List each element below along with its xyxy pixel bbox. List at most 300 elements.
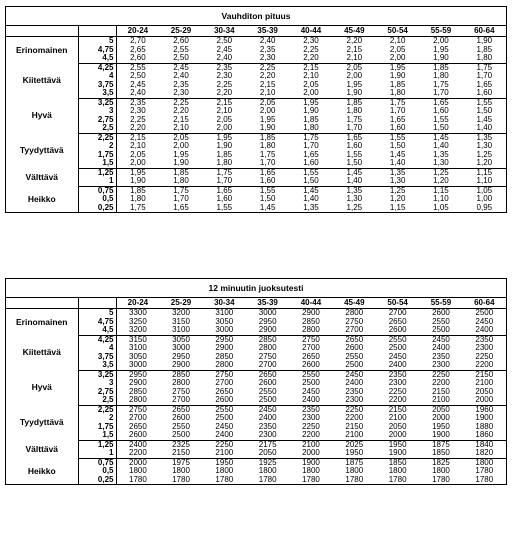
table-cell: 2,15 [173, 114, 189, 124]
table-cell: 0,95 [476, 202, 493, 212]
table-cell: 2,05 [130, 149, 146, 159]
table-cell: 1,75 [346, 114, 363, 124]
table-cell: 1,50 [476, 106, 493, 115]
table-cell: 1,80 [463, 54, 506, 63]
table-cell: 1,30 [376, 177, 419, 186]
table-cell: 2600 [258, 378, 277, 387]
table-row [6, 361, 506, 370]
table-cell: 1,95 [389, 62, 406, 72]
table-cell: 1,45 [303, 185, 319, 195]
table-cell: 2,55 [130, 62, 146, 72]
table-cell: 2,15 [303, 62, 319, 72]
table-row [6, 309, 506, 318]
table-cell: 2300 [475, 343, 494, 352]
table-cell: 2700 [302, 343, 320, 352]
table-cell: 2650 [258, 369, 277, 379]
table-cell: 2200 [289, 431, 332, 440]
table-cell: 3050 [129, 351, 147, 361]
table-cell: 1,85 [476, 44, 493, 54]
table-cell: 2550 [432, 316, 450, 326]
grade-score: 3,5 [78, 361, 116, 370]
table-cell: 1880 [475, 421, 494, 431]
table-cell: 1,30 [346, 194, 363, 203]
table-cell: 2,30 [159, 89, 202, 98]
table-cell: 1,75 [130, 202, 146, 212]
table-cell: 1,55 [433, 114, 449, 124]
grade-score: 2 [78, 142, 116, 151]
table-cell: 2,05 [216, 114, 233, 124]
table-cell: 1,70 [246, 159, 289, 168]
table-cell: 2,00 [259, 106, 276, 115]
age-header: 25-29 [159, 298, 202, 309]
table-cell: 2450 [215, 421, 234, 431]
table-cell: 2,15 [216, 97, 233, 107]
table-cell: 2650 [302, 351, 320, 361]
table-row [6, 177, 506, 186]
table-cell: 1780 [258, 474, 277, 484]
grade-score: 2,75 [78, 116, 116, 125]
table-cell: 2050 [432, 404, 450, 414]
grade-score: 1,75 [78, 423, 116, 432]
table-cell: 2800 [258, 343, 277, 352]
table-cell: 2450 [475, 316, 494, 326]
table-cell: 2150 [475, 369, 494, 379]
age-header: 60-64 [463, 298, 506, 309]
grade-score: 3 [78, 379, 116, 388]
age-header: 60-64 [463, 26, 506, 37]
table-cell: 2700 [159, 396, 202, 405]
table-cell: 3200 [116, 326, 159, 335]
table-cell: 1,45 [259, 202, 276, 212]
grade-score: 3,75 [78, 81, 116, 90]
table-cell: 3000 [203, 326, 246, 335]
table-cell: 1,55 [389, 132, 406, 142]
table-cell: 2450 [388, 351, 407, 361]
grade-label: Kiitettävä [6, 63, 78, 98]
table-cell: 2200 [432, 378, 450, 387]
age-header: 20-24 [116, 26, 159, 37]
table-row [6, 195, 506, 204]
table-cell: 2500 [388, 343, 407, 352]
table-cell: 2550 [172, 421, 190, 431]
table-cell: 1950 [432, 421, 450, 431]
table-cell: 1,80 [159, 177, 202, 186]
table-cell: 2000 [432, 413, 450, 422]
table-cell: 2400 [258, 413, 277, 422]
table-cell: 2,25 [259, 62, 276, 72]
table-row [6, 440, 506, 449]
table-cell: 2000 [463, 396, 506, 405]
table-cell: 1800 [258, 466, 277, 475]
table-cell: 2550 [302, 369, 320, 379]
table-cell: 2450 [345, 369, 364, 379]
table-cell: 2600 [203, 396, 246, 405]
table-cell: 1900 [475, 413, 494, 422]
table-cell: 1,70 [173, 194, 189, 203]
table-cell: 2750 [258, 351, 277, 361]
table-cell: 2,40 [259, 36, 276, 45]
age-header: 20-24 [116, 298, 159, 309]
grade-label: Heikko [6, 186, 78, 212]
table-cell: 1,90 [333, 89, 376, 98]
table-cell: 2600 [172, 413, 190, 422]
table-cell: 2,00 [203, 124, 246, 133]
table-cell: 1820 [463, 449, 506, 458]
table-cell: 2050 [475, 386, 494, 396]
table-row [6, 379, 506, 388]
table-row [6, 116, 506, 125]
table-row [6, 168, 506, 177]
table-cell: 1780 [129, 474, 147, 484]
table-cell: 2100 [333, 431, 376, 440]
grade-score: 2,5 [78, 124, 116, 133]
table-cell: 1,85 [346, 97, 363, 107]
table-cell: 1,80 [130, 194, 146, 203]
table-cell: 2,30 [246, 54, 289, 63]
table-cell: 2950 [215, 334, 234, 344]
table-cell: 1,90 [216, 141, 233, 150]
table-cell: 2650 [388, 316, 407, 326]
table-cell: 1950 [215, 457, 234, 467]
table-row [6, 133, 506, 142]
table-row [6, 151, 506, 160]
table-cell: 2300 [388, 378, 407, 387]
table-cell: 2350 [345, 386, 364, 396]
table-cell: 2,40 [203, 54, 246, 63]
table-cell: 2400 [432, 343, 450, 352]
table-cell: 2750 [345, 316, 364, 326]
age-header: 50-54 [376, 298, 419, 309]
table-cell: 2,15 [346, 44, 363, 54]
table-cell: 2400 [203, 431, 246, 440]
table-cell: 1780 [215, 474, 234, 484]
table-cell: 1,60 [463, 89, 506, 98]
table-cell: 1800 [475, 457, 494, 467]
grade-score: 1,25 [78, 168, 116, 177]
table-title: 12 minuutin juoksutesti [6, 279, 506, 298]
table-cell: 2350 [432, 351, 450, 361]
table-cell: 2,05 [303, 79, 319, 89]
grade-score: 4,25 [78, 63, 116, 72]
table-cell: 1,65 [216, 185, 233, 195]
table-row [6, 388, 506, 397]
grade-score: 0,5 [78, 467, 116, 476]
grade-score: 4 [78, 344, 116, 353]
table-cell: 2450 [258, 404, 277, 414]
table-cell: 1,20 [463, 159, 506, 168]
table-cell: 2200 [345, 413, 364, 422]
grade-score: 0,25 [78, 204, 116, 213]
table-cell: 2700 [388, 308, 407, 317]
table-cell: 2,70 [130, 36, 146, 45]
table-cell: 2,35 [173, 79, 189, 89]
table-cell: 2,00 [346, 71, 363, 80]
table-cell: 1,70 [476, 71, 493, 80]
table-row [6, 37, 506, 46]
grade-label: Tyydyttävä [6, 405, 78, 440]
table-cell: 2850 [302, 316, 320, 326]
grade-label: Tyydyttävä [6, 133, 78, 168]
table-row [6, 335, 506, 344]
table-cell: 1,95 [173, 149, 189, 159]
table-cell: 2,50 [216, 36, 233, 45]
table-row [6, 476, 506, 485]
table-cell: 2150 [432, 386, 450, 396]
table-cell: 2650 [215, 386, 234, 396]
table-cell: 2600 [432, 308, 450, 317]
grade-score: 3,5 [78, 89, 116, 98]
table-row [6, 423, 506, 432]
table-cell: 1,55 [303, 167, 319, 177]
table-cell: 2,35 [130, 97, 146, 107]
table-cell: 1,95 [303, 97, 319, 107]
table-cell: 1,90 [116, 177, 159, 186]
table-cell: 1800 [388, 466, 407, 475]
grade-label: Kiitettävä [6, 335, 78, 370]
table-cell: 2,55 [173, 44, 189, 54]
grade-score: 1,5 [78, 431, 116, 440]
table-cell: 1800 [432, 466, 450, 475]
table-cell: 1,70 [333, 124, 376, 133]
table-cell: 1960 [475, 404, 494, 414]
table-cell: 1,65 [259, 167, 276, 177]
table-cell: 3300 [129, 308, 147, 317]
table-cell: 1,85 [173, 167, 189, 177]
table-cell: 1,25 [346, 202, 363, 212]
table-cell: 2650 [129, 421, 147, 431]
grade-score: 3,25 [78, 370, 116, 379]
table-cell: 2750 [215, 369, 234, 379]
table-cell: 2500 [475, 308, 494, 317]
table-cell: 2,00 [289, 89, 332, 98]
table-cell: 2150 [159, 449, 202, 458]
grade-score: 4,75 [78, 318, 116, 327]
table-cell: 1800 [215, 466, 234, 475]
table-cell: 2950 [258, 316, 277, 326]
table-cell: 1780 [475, 474, 494, 484]
table-row [6, 414, 506, 423]
table-cell: 2500 [215, 413, 234, 422]
table-cell: 3050 [172, 334, 190, 344]
table-row [6, 318, 506, 327]
table-cell: 2,05 [389, 44, 406, 54]
table-cell: 1,55 [259, 185, 276, 195]
grade-score: 2 [78, 414, 116, 423]
grade-label: Erinomainen [6, 37, 78, 64]
table-cell: 1800 [345, 466, 364, 475]
table-grid [6, 279, 506, 484]
grade-score: 3,25 [78, 98, 116, 107]
header-blank [78, 26, 116, 37]
table-cell: 1,65 [389, 114, 406, 124]
table-cell: 3100 [129, 343, 147, 352]
table-cell: 1875 [345, 457, 364, 467]
age-header: 40-44 [289, 298, 332, 309]
table-cell: 3000 [258, 308, 277, 317]
table-cell: 3150 [172, 316, 190, 326]
table-cell: 1800 [172, 466, 190, 475]
table-cell: 2350 [388, 369, 407, 379]
table-title-row [6, 279, 506, 298]
table-cell: 2350 [302, 404, 320, 414]
table-cell: 1800 [302, 466, 320, 475]
table-cell: 2,25 [303, 44, 319, 54]
grade-score: 4 [78, 72, 116, 81]
table-cell: 2500 [302, 378, 320, 387]
table-cell: 1,60 [433, 106, 449, 115]
grade-score: 2,25 [78, 133, 116, 142]
table-cell: 2,20 [259, 71, 276, 80]
table-title: Vauhditon pituus [6, 7, 506, 26]
table-cell: 2200 [463, 361, 506, 370]
age-header: 55-59 [419, 298, 462, 309]
table-cell: 2550 [388, 334, 407, 344]
table-cell: 1,70 [303, 141, 319, 150]
table-cell: 1900 [302, 457, 320, 467]
header-blank [6, 26, 78, 37]
table-cell: 2,20 [289, 54, 332, 63]
table-cell: 1900 [376, 449, 419, 458]
table-cell: 1,70 [419, 89, 462, 98]
table-cell: 1,90 [389, 71, 406, 80]
table-cell: 2,20 [203, 89, 246, 98]
table-cell: 1,05 [433, 202, 449, 212]
table-cell: 1,20 [419, 177, 462, 186]
table-cell: 1,95 [433, 44, 449, 54]
table-cell: 1,90 [419, 54, 462, 63]
table-cell: 2,25 [173, 97, 189, 107]
table-cell: 3100 [159, 326, 202, 335]
table-cell: 3000 [116, 361, 159, 370]
twelve-minute-run-table [5, 278, 507, 485]
table-cell: 1,40 [433, 141, 449, 150]
age-header: 30-34 [203, 298, 246, 309]
table-cell: 2200 [116, 449, 159, 458]
table-cell: 1,65 [476, 79, 493, 89]
grade-score: 0,75 [78, 186, 116, 195]
table-cell: 1975 [172, 457, 190, 467]
table-cell: 2,10 [159, 124, 202, 133]
table-cell: 2,45 [216, 44, 233, 54]
table-cell: 1,55 [476, 97, 493, 107]
table-cell: 1,85 [216, 149, 233, 159]
table-cell: 3150 [129, 334, 147, 344]
table-cell: 1,55 [216, 202, 233, 212]
age-header: 30-34 [203, 26, 246, 37]
table-cell: 1,65 [173, 202, 189, 212]
table-row [6, 81, 506, 90]
table-cell: 2950 [129, 369, 147, 379]
table-cell: 1,35 [303, 202, 319, 212]
table-cell: 1875 [432, 439, 450, 449]
table-cell: 2900 [215, 343, 234, 352]
table-cell: 1,75 [216, 167, 233, 177]
table-row [6, 63, 506, 72]
table-row [6, 204, 506, 213]
table-body [6, 7, 506, 212]
grade-score: 1,25 [78, 440, 116, 449]
table-cell: 2600 [116, 431, 159, 440]
table-cell: 2,10 [216, 106, 233, 115]
table-cell: 1,45 [389, 149, 406, 159]
table-cell: 1,60 [289, 159, 332, 168]
table-cell: 1,80 [259, 141, 276, 150]
table-cell: 2,15 [130, 132, 146, 142]
table-row [6, 159, 506, 168]
table-cell: 1,95 [130, 167, 146, 177]
table-cell: 2400 [129, 439, 147, 449]
table-cell: 2800 [172, 378, 190, 387]
table-cell: 2100 [475, 378, 494, 387]
table-cell: 2650 [345, 334, 364, 344]
table-cell: 1,80 [376, 89, 419, 98]
grade-score: 3,75 [78, 353, 116, 362]
table-cell: 2600 [376, 326, 419, 335]
age-header: 55-59 [419, 26, 462, 37]
table-cell: 2900 [246, 326, 289, 335]
table-cell: 2150 [388, 404, 407, 414]
table-cell: 1,30 [476, 141, 493, 150]
table-cell: 2,05 [259, 97, 276, 107]
table-cell: 2450 [302, 386, 320, 396]
table-cell: 2200 [376, 396, 419, 405]
table-cell: 1,90 [476, 36, 493, 45]
table-cell: 2100 [388, 413, 407, 422]
table-row [6, 89, 506, 98]
table-cell: 2,65 [130, 44, 146, 54]
table-cell: 1,95 [346, 79, 363, 89]
table-row [6, 98, 506, 107]
table-cell: 1840 [475, 439, 494, 449]
table-cell: 2850 [129, 386, 147, 396]
table-cell: 2650 [172, 404, 190, 414]
table-cell: 1,50 [289, 177, 332, 186]
table-cell: 2450 [432, 334, 450, 344]
table-cell: 2100 [203, 449, 246, 458]
table-cell: 2400 [289, 396, 332, 405]
table-row [6, 72, 506, 81]
table-cell: 2,35 [216, 62, 233, 72]
table-cell: 1,70 [203, 177, 246, 186]
table-row [6, 449, 506, 458]
table-cell: 2325 [172, 439, 190, 449]
table-cell: 1,50 [389, 141, 406, 150]
table-cell: 1,25 [433, 167, 449, 177]
table-cell: 2,05 [346, 62, 363, 72]
table-cell: 2550 [258, 386, 277, 396]
table-cell: 2800 [289, 326, 332, 335]
table-cell: 1,35 [389, 167, 406, 177]
grade-label: Heikko [6, 458, 78, 484]
grade-score: 0,25 [78, 476, 116, 485]
table-cell: 1,65 [346, 132, 363, 142]
table-cell: 1,85 [389, 79, 406, 89]
table-cell: 1,60 [216, 194, 233, 203]
grade-label: Hyvä [6, 370, 78, 405]
table-cell: 2750 [129, 404, 147, 414]
table-cell: 2000 [129, 457, 147, 467]
table-cell: 1,15 [433, 185, 449, 195]
table-cell: 2,25 [216, 79, 233, 89]
table-row [6, 405, 506, 414]
table-cell: 2950 [172, 351, 190, 361]
table-cell: 1860 [463, 431, 506, 440]
table-row [6, 467, 506, 476]
table-row [6, 353, 506, 362]
table-cell: 2,35 [259, 44, 276, 54]
table-cell: 2900 [159, 361, 202, 370]
table-cell: 1850 [388, 457, 407, 467]
